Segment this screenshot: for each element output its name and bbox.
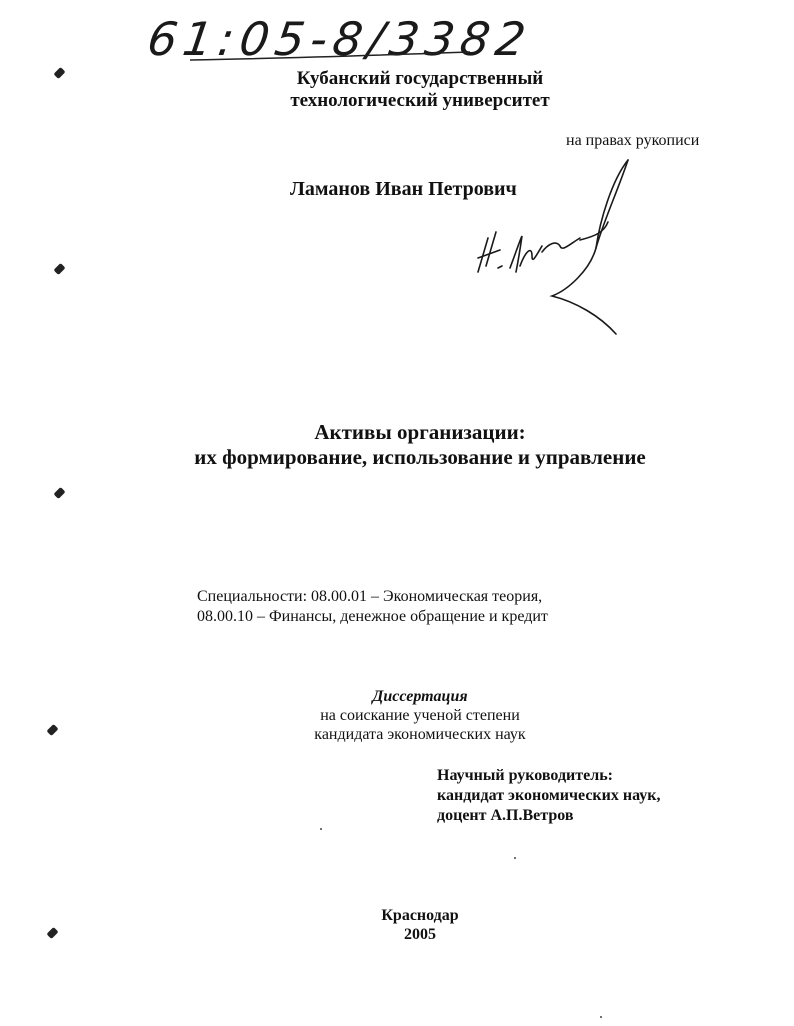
supervisor-line-2: доцент А.П.Ветров (437, 807, 574, 824)
university-line-1: Кубанский государственный (296, 68, 544, 89)
university-line-2: технологический университет (290, 90, 550, 111)
scan-speck (514, 857, 516, 859)
city: Краснодар (381, 907, 459, 924)
title-line-2: их формирование, использование и управление (194, 445, 646, 469)
specialties-line-1: Специальности: 08.00.01 – Экономическая теория, (197, 588, 543, 605)
dissertation-line-2: кандидата экономических наук (314, 726, 526, 743)
dissertation-line-1: на соискание ученой степени (320, 707, 520, 724)
manuscript-note: на правах рукописи (566, 132, 700, 149)
author-name: Ламанов Иван Петрович (290, 178, 517, 200)
specialties-line-2: 08.00.10 – Финансы, денежное обращение и кредит (197, 608, 548, 625)
year: 2005 (404, 926, 436, 943)
supervisor-heading: Научный руководитель: (437, 767, 613, 784)
scan-speck (600, 1016, 602, 1018)
supervisor-line-1: кандидат экономических наук, (437, 787, 661, 804)
scan-speck (320, 828, 322, 830)
archive-number: 61:05-8/3382 (144, 12, 535, 66)
title-line-1: Активы организации: (314, 420, 526, 444)
dissertation-heading: Диссертация (372, 688, 468, 705)
